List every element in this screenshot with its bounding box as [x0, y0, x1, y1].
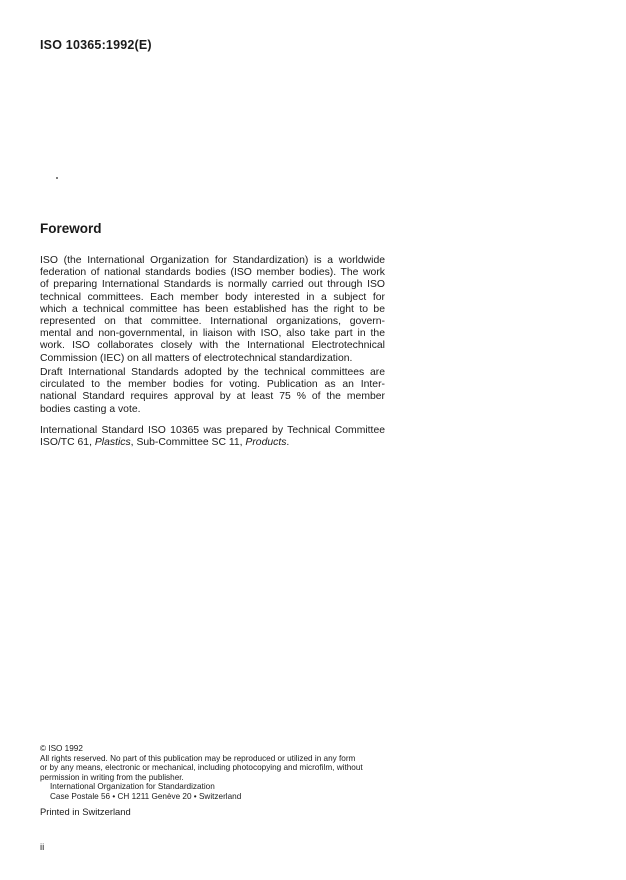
- foreword-paragraph-2: [40, 367, 385, 416]
- paragraph-line: of preparing International Standards is normally carried out through ISO: [40, 279, 385, 291]
- paragraph-line: Commission (IEC) on all matters of electrotechnical standardization.: [40, 352, 353, 364]
- paragraph-line-committee: [40, 437, 385, 449]
- paragraph-line: which a technical committee has been established has the right to be: [40, 303, 385, 315]
- rights-line: or by any means, electronic or mechanical, including photocopying and microfilm, without: [40, 763, 363, 773]
- scan-speck: [56, 177, 58, 179]
- paragraph-line: circulated to the member bodies for voting. Publication as an Inter-: [40, 379, 385, 391]
- organization-name: International Organization for Standardization: [50, 782, 215, 792]
- paragraph-line: ISO (the International Organization for Standardization) is a worldwide: [40, 255, 385, 266]
- copyright-line: © ISO 1992: [40, 744, 83, 753]
- subcommittee-name: Products: [245, 437, 287, 449]
- paragraph-line: work. ISO collaborates closely with the International Electrotechnical: [40, 340, 385, 352]
- paragraph-line: International Standard ISO 10365 was prepared by Technical Committee: [40, 425, 385, 436]
- sentence-end: .: [286, 437, 290, 449]
- committee-name: Plastics: [94, 437, 131, 449]
- organization-address: Case Postale 56 • CH 1211 Genève 20 • Switzerland: [50, 791, 242, 801]
- paragraph-line: federation of national standards bodies (ISO member bodies). The work: [40, 267, 385, 279]
- rights-line: permission in writing from the publisher.: [40, 772, 184, 782]
- paragraph-line: national Standard requires approval by at least 75 % of the member: [40, 391, 385, 403]
- document-header-id: ISO 10365:1992(E): [40, 38, 152, 52]
- subcommittee-prefix: , Sub-Committee SC 11,: [130, 437, 246, 449]
- foreword-heading: Foreword: [40, 221, 102, 236]
- page-number: ii: [40, 842, 45, 853]
- paragraph-line: mental and non-governmental, in liaison with ISO, also take part in the: [40, 328, 385, 340]
- paragraph-line: represented on that committee. International organizations, govern-: [40, 316, 385, 328]
- copyright-block: [40, 744, 385, 802]
- committee-prefix: ISO/TC 61,: [40, 437, 95, 449]
- paragraph-line: bodies casting a vote.: [40, 403, 141, 415]
- paragraph-line: Draft International Standards adopted by the technical committees are: [40, 367, 385, 378]
- paragraph-line: technical committees. Each member body interested in a subject for: [40, 291, 385, 303]
- foreword-paragraph-3: [40, 425, 385, 449]
- rights-line: All rights reserved. No part of this publication may be reproduced or utilized in any form: [40, 753, 356, 763]
- printed-in-note: Printed in Switzerland: [40, 806, 131, 817]
- foreword-paragraph-1: [40, 255, 385, 365]
